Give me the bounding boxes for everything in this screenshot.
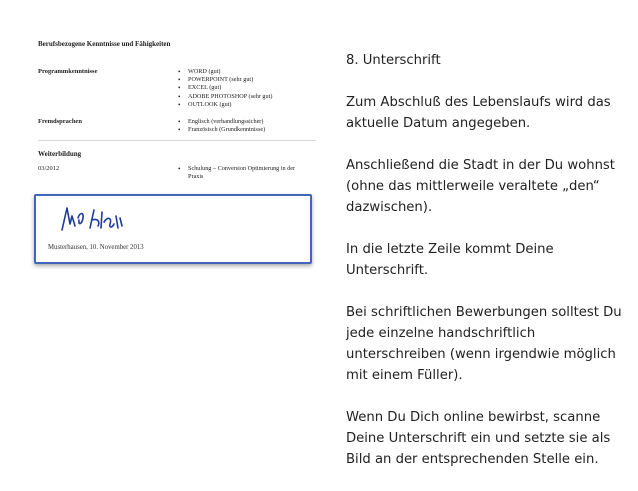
languages-label: Fremdsprachen: [38, 118, 82, 125]
explanation-paragraph: Anschließend die Stadt in der Du wohnst (ohne das mittlerweile veraltete „den“ dazwischen).: [346, 158, 615, 215]
list-item: • Französisch (Grundkenntnisse): [178, 126, 265, 134]
training-list: [178, 165, 308, 181]
divider: [38, 140, 316, 141]
list-item: • OUTLOOK (gut): [178, 101, 272, 109]
section-title-skills: Berufsbezogene Kenntnisse und Fähigkeiten: [38, 40, 171, 48]
list-item: • ADOBE PHOTOSHOP (sehr gut): [178, 93, 272, 101]
signature-block: [34, 194, 312, 264]
training-date: 03/2012: [38, 165, 60, 172]
list-item: • Englisch (verhandlungssicher): [178, 118, 265, 126]
explanation-heading: 8. Unterschrift: [346, 53, 441, 68]
explanation-panel: [346, 50, 628, 491]
list-item: • POWERPOINT (sehr gut): [178, 76, 272, 84]
list-item: • WORD (gut): [178, 68, 272, 76]
explanation-paragraph: Bei schriftlichen Bewerbungen solltest Du jede einzelne handschriftlich unterschreiben (wenn irgendwie möglich mit einem Füller).: [346, 305, 622, 383]
list-item: • EXCEL (gut): [178, 84, 272, 92]
explanation-paragraph: Wenn Du Dich online bewirbst, scanne Deine Unterschrift ein und setzte sie als Bild an der entsprechenden Stelle ein.: [346, 410, 611, 467]
list-item: • Schulung – Conversion Optimierung in der Praxis: [178, 165, 308, 181]
section-title-training: Weiterbildung: [38, 150, 82, 158]
explanation-paragraph: Zum Abschluß des Lebenslaufs wird das aktuelle Datum angegeben.: [346, 95, 611, 131]
signature-place-date: Musterhausen, 10. November 2013: [48, 244, 144, 251]
languages-list: [178, 118, 265, 134]
programs-label: Programmkenntnisse: [38, 68, 98, 75]
signature-image: [58, 204, 148, 236]
explanation-paragraph: In die letzte Zeile kommt Deine Unterschrift.: [346, 242, 554, 278]
programs-list: [178, 68, 272, 109]
